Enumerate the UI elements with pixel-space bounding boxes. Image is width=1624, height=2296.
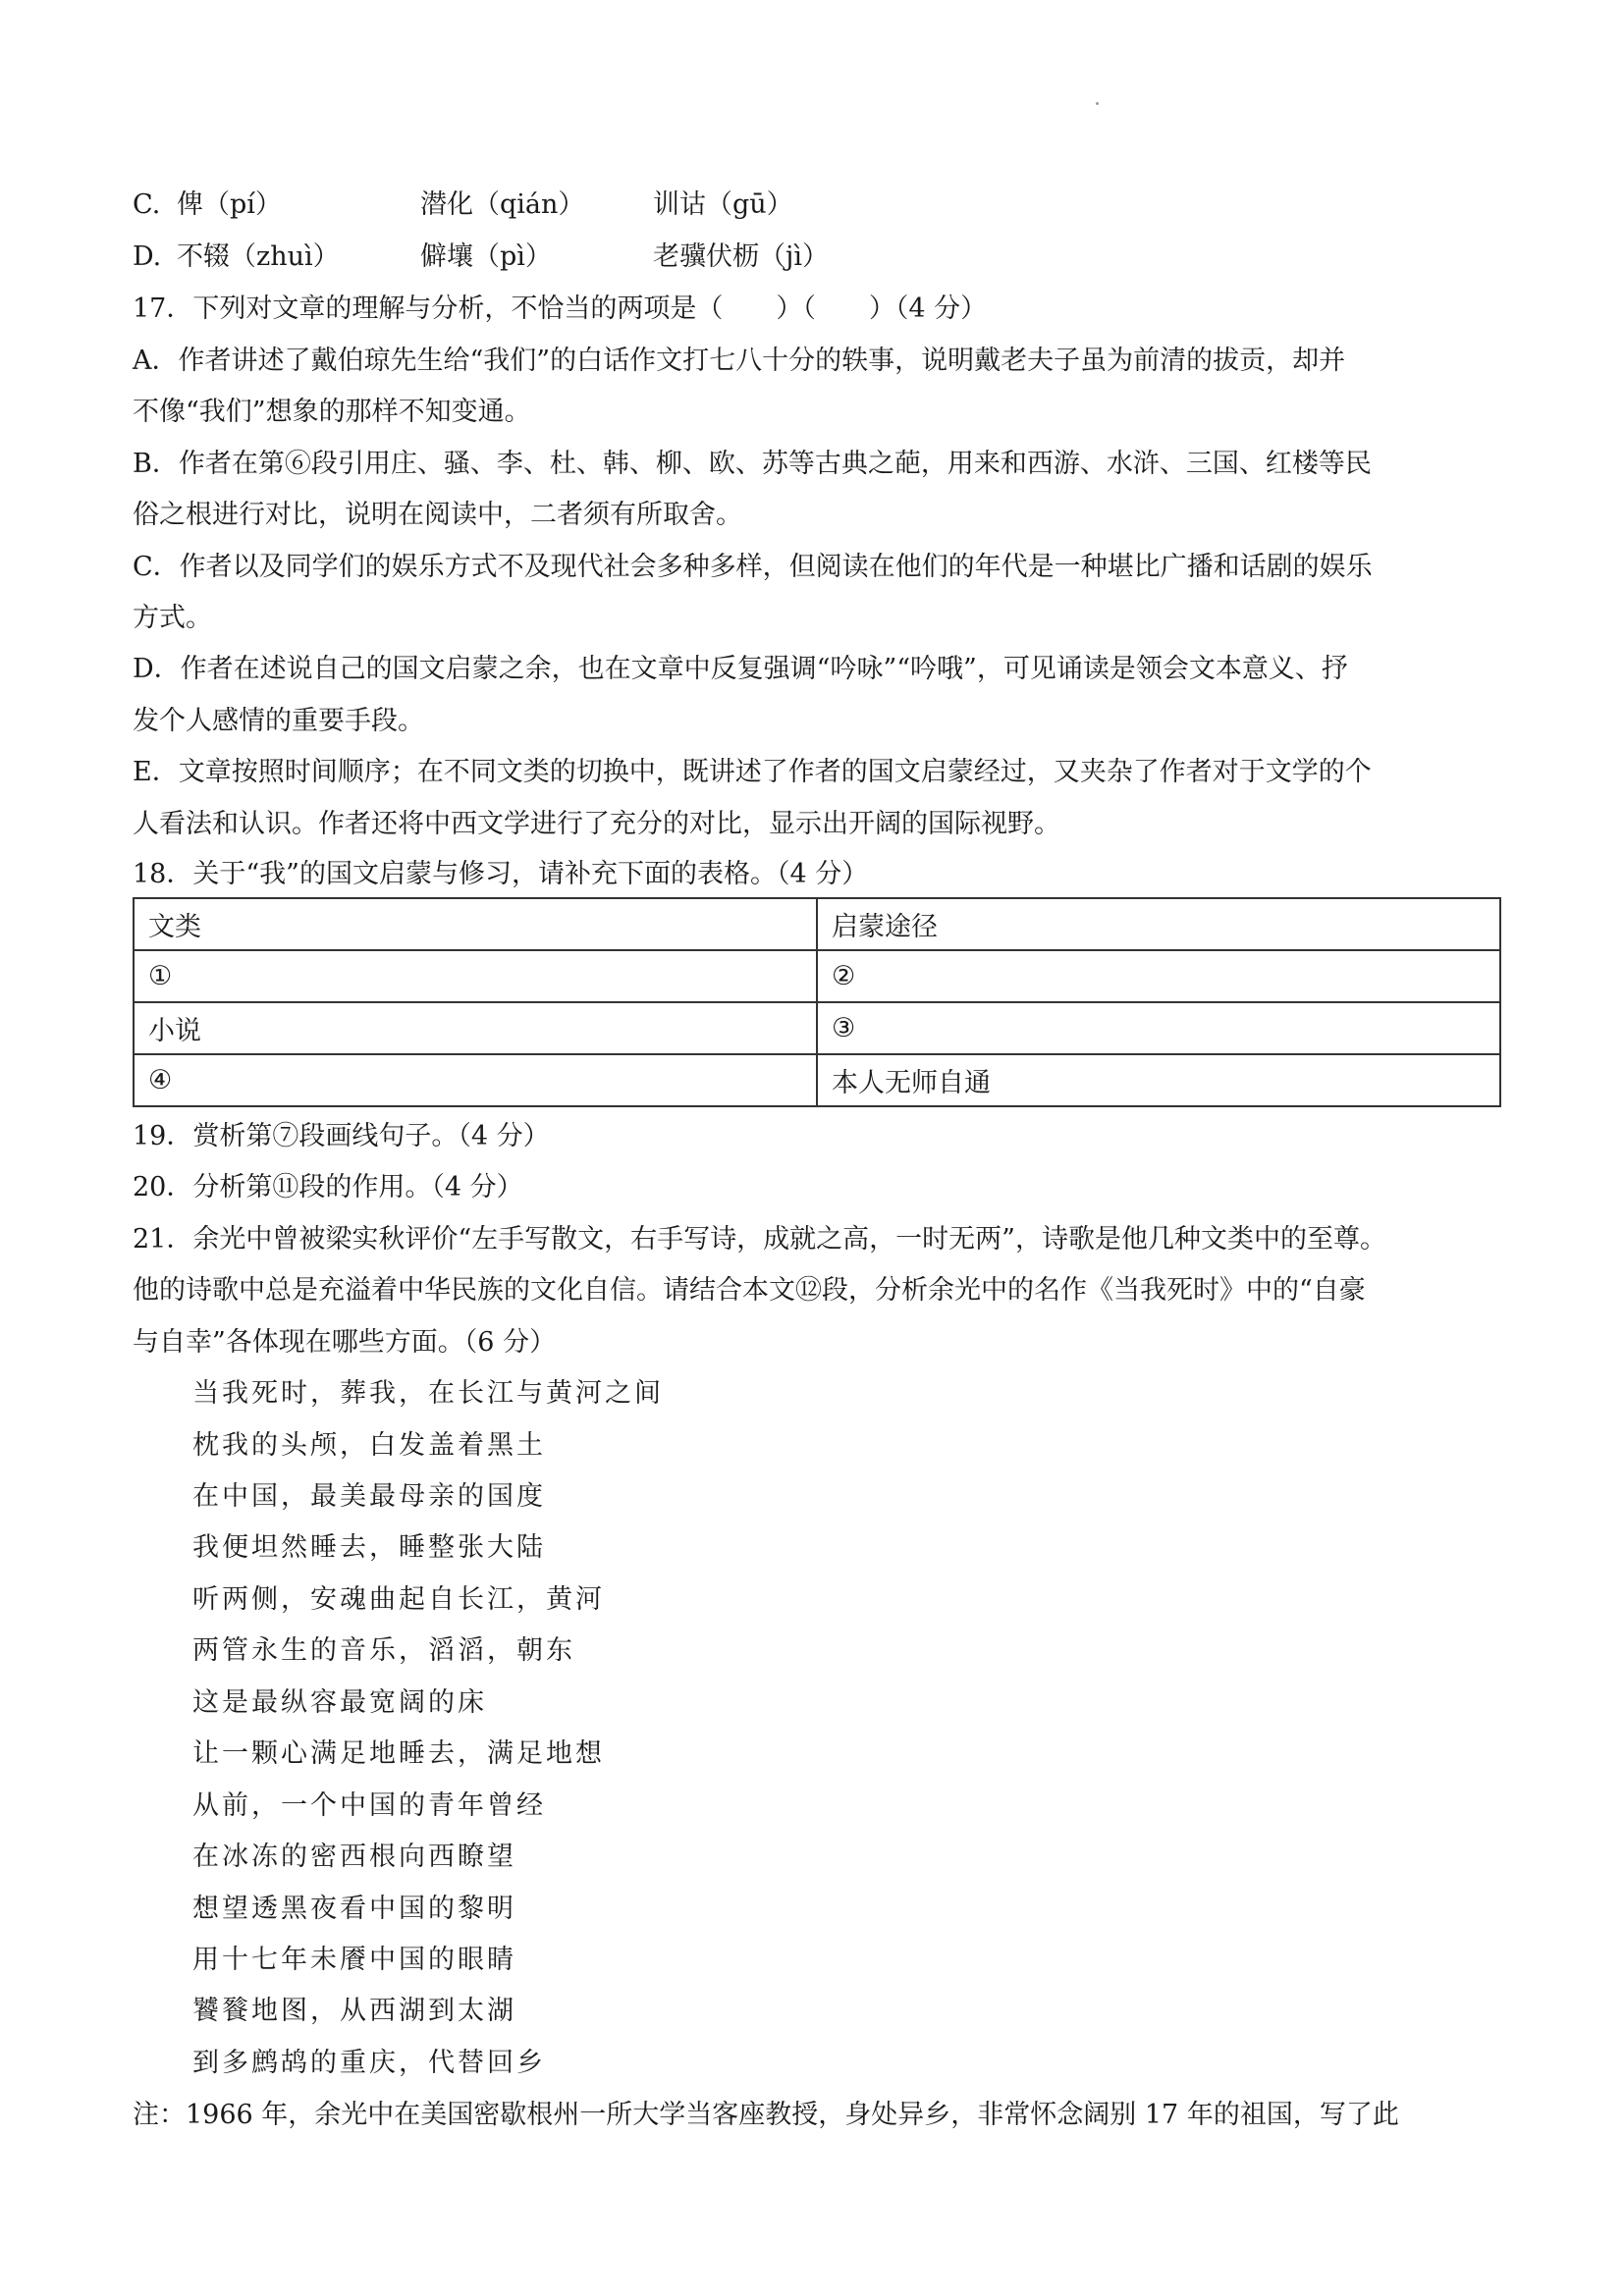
q17-line: 发个人感情的重要手段。 [133, 706, 424, 736]
option-item: 僻壤（pì） [420, 241, 552, 272]
poem-line: 饕餮地图，从西湖到太湖 [192, 1996, 516, 2026]
q21-line: 21．余光中曾被梁实秋评价“左手写散文，右手写诗，成就之高，一时无两”，诗歌是他几种文类中的至尊。 [133, 1224, 1386, 1255]
table-header-cell: 文类 [134, 898, 817, 950]
option-item: 训诂（gū） [653, 189, 793, 220]
poem-line: 想望透黑夜看中国的黎明 [192, 1894, 516, 1924]
poem-line: 从前，一个中国的青年曾经 [192, 1790, 546, 1821]
table-row [134, 950, 1500, 1002]
option-item: 老骥伏枥（jì） [653, 241, 830, 272]
q17-line: 方式。 [133, 603, 212, 633]
poem-line: 在中国，最美最母亲的国度 [192, 1481, 546, 1512]
poem-line: 在冰冻的密西根向西瞭望 [192, 1842, 516, 1872]
q18-stem: 18．关于“我”的国文启蒙与修习，请补充下面的表格。（4 分） [133, 859, 869, 889]
scan-dot [1096, 102, 1099, 105]
poem-line: 两管永生的音乐，滔滔，朝东 [192, 1635, 575, 1666]
poem-line: 听两侧，安魂曲起自长江，黄河 [192, 1584, 605, 1615]
q17-line: E．文章按照时间顺序；在不同文类的切换中，既讲述了作者的国文启蒙经过，又夹杂了作者对于文学的个 [133, 757, 1372, 787]
poem-line: 枕我的头颅，白发盖着黑土 [192, 1430, 546, 1461]
q17-line: D．作者在述说自己的国文启蒙之余，也在文章中反复强调“吟咏”“吟哦”，可见诵读是领会文本意义、抒 [133, 654, 1348, 684]
table-cell: ② [817, 950, 1500, 1002]
option-letter: C. [133, 189, 161, 220]
table-cell: ① [134, 950, 817, 1002]
poem-line: 让一颗心满足地睡去，满足地想 [192, 1738, 605, 1769]
table-cell: 本人无师自通 [817, 1054, 1500, 1106]
table-header-cell: 启蒙途径 [817, 898, 1500, 950]
poem-line: 这是最纵容最宽阔的床 [192, 1687, 487, 1718]
table-cell: ③ [817, 1002, 1500, 1054]
q21-line: 与自幸”各体现在哪些方面。（6 分） [133, 1327, 557, 1358]
q17-line: 不像“我们”想象的那样不知变通。 [133, 397, 531, 427]
option-item: 不辍（zhuì） [177, 241, 340, 272]
q20-stem: 20．分析第⑪段的作用。（4 分） [133, 1172, 523, 1202]
poem-line: 用十七年未餍中国的眼睛 [192, 1945, 516, 1975]
option-item: 俾（pí） [177, 189, 282, 220]
table-row [134, 1002, 1500, 1054]
table-cell: 小说 [134, 1002, 817, 1054]
option-item: 潜化（qián） [420, 189, 585, 220]
q17-stem: 17．下列对文章的理解与分析，不恰当的两项是（ ）（ ）（4 分） [133, 294, 988, 324]
table-cell: ④ [134, 1054, 817, 1106]
table-header-row [134, 898, 1500, 950]
q19-stem: 19．赏析第⑦段画线句子。（4 分） [133, 1121, 550, 1151]
q17-line: A．作者讲述了戴伯琼先生给“我们”的白话作文打七八十分的轶事，说明戴老夫子虽为前清的拔贡，却并 [133, 346, 1346, 376]
answer-table [133, 897, 1501, 1107]
q21-line: 他的诗歌中总是充溢着中华民族的文化自信。请结合本文⑫段，分析余光中的名作《当我死时》中的“自豪 [133, 1275, 1366, 1306]
q17-line: 俗之根进行对比，说明在阅读中，二者须有所取舍。 [133, 500, 742, 530]
poem-line: 当我死时，葬我，在长江与黄河之间 [192, 1378, 664, 1409]
q17-line: 人看法和认识。作者还将中西文学进行了充分的对比，显示出开阔的国际视野。 [133, 809, 1060, 839]
q17-line: C．作者以及同学们的娱乐方式不及现代社会多种多样，但阅读在他们的年代是一种堪比广播和话剧的娱乐 [133, 552, 1373, 582]
poem-line: 到多鹧鸪的重庆，代替回乡 [192, 2048, 546, 2078]
table-row [134, 1054, 1500, 1106]
poem-line: 我便坦然睡去，睡整张大陆 [192, 1532, 546, 1563]
note: 注：1966 年，余光中在美国密歇根州一所大学当客座教授，身处异乡，非常怀念阔别 17 年的祖国，写了此 [133, 2100, 1399, 2130]
option-letter: D. [133, 241, 162, 272]
q17-line: B．作者在第⑥段引用庄、骚、李、杜、韩、柳、欧、苏等古典之葩，用来和西游、水浒、三国、红楼等民 [133, 449, 1372, 479]
